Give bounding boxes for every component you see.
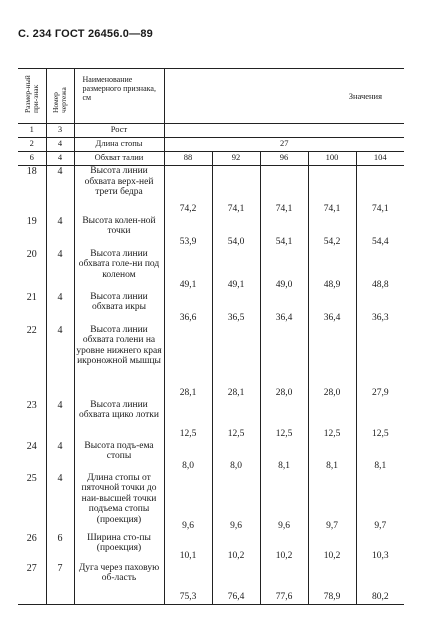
row-value: 74,1 [356, 166, 404, 216]
row-feature-name: Длина стопы от пяточной точки до наи-высшей точки подъема стопы (проекция) [74, 473, 164, 533]
header-feature-number: Размер-ный при-знак [18, 69, 46, 124]
header-values: Значения [164, 69, 404, 124]
row-value: 54,4 [356, 216, 404, 249]
row-value: 49,1 [212, 249, 260, 292]
row-value: 49,1 [164, 249, 212, 292]
row-value: 36,4 [308, 292, 356, 325]
row-feature-number: 23 [26, 399, 37, 411]
row-value: 36,4 [260, 292, 308, 325]
row-feature-number: 24 [26, 440, 37, 452]
row-feature-name: Высота подъ-ема стопы [74, 441, 164, 473]
row-feature-number: 20 [26, 248, 37, 260]
waist-row: 6 4 Обхват талии 88 92 96 100 104 [18, 152, 404, 166]
row-value: 28,1 [212, 325, 260, 400]
row-feature-number: 26 [26, 532, 37, 544]
measurements-table [18, 68, 404, 605]
row-feature-number: 27 [18, 563, 46, 605]
row-drawing-number: 4 [46, 400, 74, 441]
row-value: 9,6 [212, 473, 260, 533]
row-drawing-number: 4 [46, 292, 74, 325]
row-value: 27,9 [356, 325, 404, 400]
table-row [18, 166, 404, 216]
row-value: 10,3 [356, 533, 404, 563]
table-row [18, 400, 404, 441]
row-drawing-number: 4 [46, 216, 74, 249]
row-value: 48,8 [356, 249, 404, 292]
row-value: 12,5 [308, 400, 356, 441]
row-value: 54,2 [308, 216, 356, 249]
row-value: 54,0 [212, 216, 260, 249]
row-feature-name: Высота линии обхвата верх-ней трети бедра [74, 166, 164, 216]
row-value: 48,9 [308, 249, 356, 292]
row-value: 36,3 [356, 292, 404, 325]
table-row [18, 325, 404, 400]
table-row [18, 292, 404, 325]
row-value: 12,5 [356, 400, 404, 441]
row-value: 12,5 [260, 400, 308, 441]
table-row [18, 216, 404, 249]
row-value: 10,1 [164, 533, 212, 563]
header-drawing-number: Номер чертежа [46, 69, 74, 124]
row-feature-number: 18 [26, 166, 37, 177]
row-value: 12,5 [212, 400, 260, 441]
row-value: 78,9 [308, 563, 356, 605]
row-value: 12,5 [164, 400, 212, 441]
row-value: 54,1 [260, 216, 308, 249]
row-drawing-number: 4 [46, 325, 74, 400]
row-value: 28,0 [308, 325, 356, 400]
row-drawing-number: 4 [46, 473, 74, 533]
row-feature-name: Ширина сто-пы (проекция) [74, 533, 164, 563]
row-drawing-number: 6 [46, 533, 74, 563]
row-value: 9,7 [308, 473, 356, 533]
table-row [18, 249, 404, 292]
row-value: 74,2 [164, 166, 212, 216]
header-feature-name: Наименование размерного признака, см [74, 69, 164, 124]
row-value: 8,0 [212, 441, 260, 473]
row-feature-name: Высота линии обхвата голе-ни под коленом [74, 249, 164, 292]
row-feature-name: Высота колен-ной точки [74, 216, 164, 249]
table-row [18, 473, 404, 533]
row-value: 8,0 [164, 441, 212, 473]
row-value: 10,2 [212, 533, 260, 563]
row-value: 8,1 [260, 441, 308, 473]
row-value: 53,9 [164, 216, 212, 249]
row-feature-name: Высота линии обхвата голени на уровне нижнего края икроножной мышцы [74, 325, 164, 400]
row-value: 74,1 [260, 166, 308, 216]
row-drawing-number: 4 [46, 441, 74, 473]
row-value: 80,2 [356, 563, 404, 605]
row-drawing-number: 4 [46, 166, 74, 216]
row-value: 36,5 [212, 292, 260, 325]
row-value: 9,7 [356, 473, 404, 533]
row-feature-number: 22 [26, 324, 37, 336]
page-header: С. 234 ГОСТ 26456.0—89 [18, 28, 153, 40]
row-value: 9,6 [260, 473, 308, 533]
row-drawing-number: 7 [46, 563, 74, 605]
table-row [18, 533, 404, 563]
row-value: 76,4 [212, 563, 260, 605]
row-value: 10,2 [308, 533, 356, 563]
row-value: 10,2 [260, 533, 308, 563]
row-value: 75,3 [164, 563, 212, 605]
row-value: 36,6 [164, 292, 212, 325]
table-row [18, 441, 404, 473]
height-row: 1 3 Рост [18, 124, 404, 138]
row-feature-number: 25 [26, 472, 37, 484]
row-feature-number: 21 [26, 291, 37, 303]
row-value: 74,1 [308, 166, 356, 216]
row-value: 8,1 [308, 441, 356, 473]
row-feature-name: Высота линии обхвата икры [74, 292, 164, 325]
row-drawing-number: 4 [46, 249, 74, 292]
row-value: 74,1 [212, 166, 260, 216]
row-value: 28,1 [164, 325, 212, 400]
row-value: 77,6 [260, 563, 308, 605]
row-feature-number: 19 [26, 215, 37, 227]
row-value: 9,6 [164, 473, 212, 533]
row-feature-name: Дуга через паховую об-ласть [74, 563, 164, 605]
row-feature-name: Высота линии обхвата щико лотки [74, 400, 164, 441]
row-value: 49,0 [260, 249, 308, 292]
table-header-row [18, 69, 404, 124]
foot-length-row: 2 4 Длина стопы 27 [18, 138, 404, 152]
row-value: 8,1 [356, 441, 404, 473]
row-value: 28,0 [260, 325, 308, 400]
table-row [18, 563, 404, 605]
